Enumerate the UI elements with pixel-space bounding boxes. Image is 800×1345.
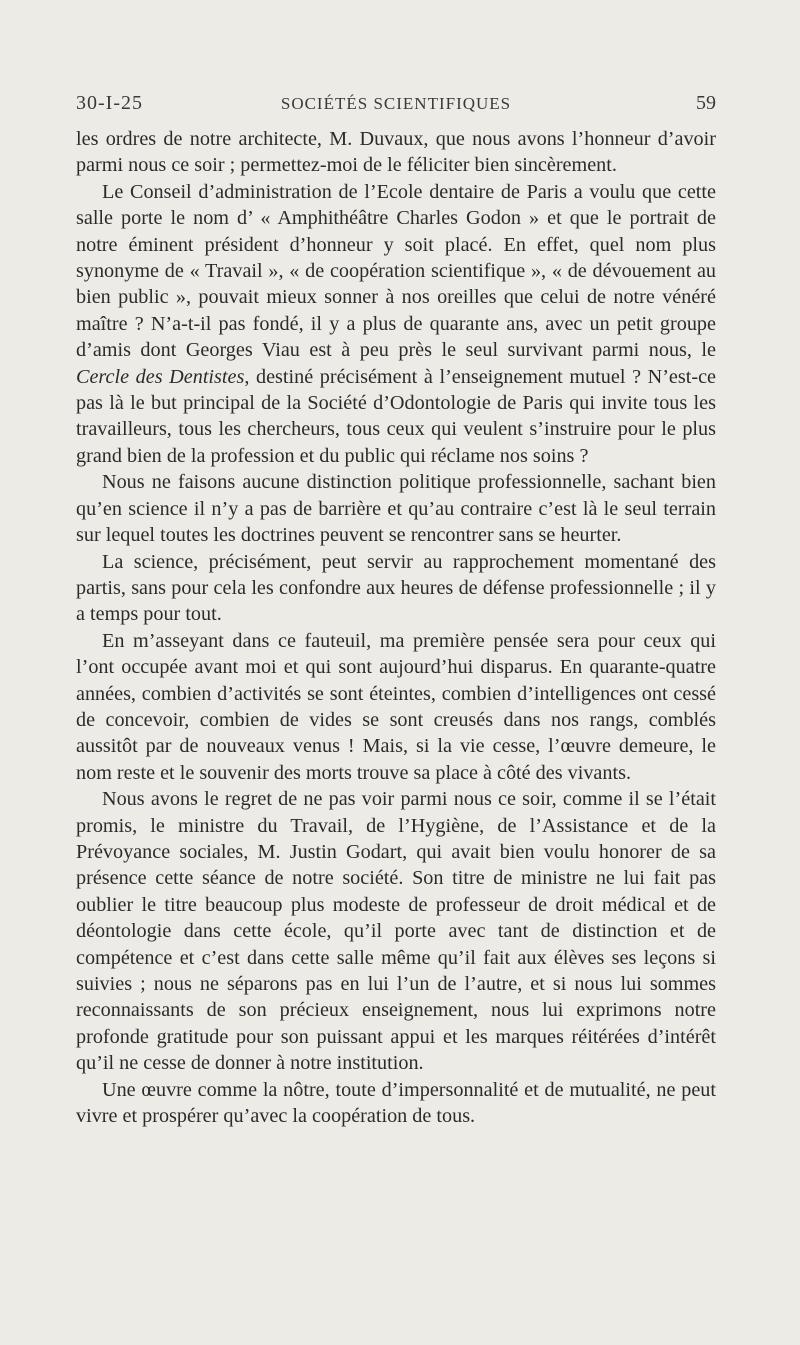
paragraph-2-text-after: , destiné précisément à l’enseignement mutuel ? N’est-ce pas là le but principal de la Société d’Odontologie de Paris qui invite tous les travailleurs, tous les chercheurs, tous ceux qui veulent s’instruire pour le plus grand bien de la profession et du public qui réclame nos soins ? xyxy=(76,365,717,467)
paragraph-7: Une œuvre comme la nôtre, toute d’impersonnalité et de mutualité, ne peut vivre et prospérer qu’avec la coopération de tous. xyxy=(76,1078,716,1128)
italic-title: Cercle des Dentistes xyxy=(76,365,245,388)
page-body xyxy=(76,126,716,1129)
paragraph-2-text-before: Le Conseil d’administration de l’Ecole dentaire de Paris a voulu que cette salle porte le nom d’ « Amphithéâtre Charles Godon » et que le portrait de notre éminent président d’honneur y soit placé. En effet, quel nom plus synonyme de « Travail », « de coopération scientifique », « de dévouement au bien public », pouvait mieux sonner à nos oreilles que celui de notre vénéré maître ? N’a-t-il pas fondé, il y a plus de quarante ans, avec un petit groupe d’amis dont Georges Viau est à peu près le seul survivant parmi nous, le xyxy=(76,180,716,362)
paragraph-5: En m’asseyant dans ce fauteuil, ma première pensée sera pour ceux qui l’ont occupée avant moi et qui sont aujourd’hui disparus. En quarante-quatre années, combien d’activités se sont éteintes, combien d’intelligences ont cessé de concevoir, combien de vides se sont creusés dans nos rangs, comblés aussitôt par de nouveaux venus ! Mais, si la vie cesse, l’œuvre demeure, le nom reste et le souvenir des morts trouve sa place à côté des vivants. xyxy=(76,629,716,784)
paragraph-4: La science, précisément, peut servir au rapprochement momentané des partis, sans pour cela les confondre aux heures de défense professionnelle ; il y a temps pour tout. xyxy=(76,550,716,626)
paragraph-2 xyxy=(76,179,716,469)
page-number: 59 xyxy=(696,92,716,114)
paragraph-6: Nous avons le regret de ne pas voir parmi nous ce soir, comme il se l’était promis, le ministre du Travail, de l’Hygiène, de l’Assistance et de la Prévoyance sociales, M. Justin Godart, qui avait bien voulu honorer de sa présence cette séance de notre société. Son titre de ministre ne lui fait pas oublier le titre beaucoup plus modeste de professeur de droit médical et de déontologie dans cette école, qu’il porte avec tant de distinction et de compétence et c’est dans cette salle même qu’il fait aux élèves ses leçons si suivies ; nous ne séparons pas en lui l’un de l’autre, et si nous lui sommes reconnaissants de son précieux enseignement, nous lui exprimons notre profonde gratitude pour son puissant appui et les marques réitérées d’intérêt qu’il ne cesse de donner à notre institution. xyxy=(76,788,716,1075)
paragraph-1: les ordres de notre architecte, M. Duvaux, que nous avons l’honneur d’avoir parmi nous ce soir ; permettez-moi de le féliciter bien sincèrement. xyxy=(76,128,716,177)
running-header xyxy=(76,92,716,122)
running-title: SOCIÉTÉS SCIENTIFIQUES xyxy=(280,94,512,113)
issue-date: 30-I-25 xyxy=(76,92,143,114)
paragraph-3: Nous ne faisons aucune distinction politique professionnelle, sachant bien qu’en science il n’y a pas de barrière et qu’au contraire c’est là le seul terrain sur lequel toutes les doctrines peuvent se rencontrer sans se heurter. xyxy=(76,471,716,547)
